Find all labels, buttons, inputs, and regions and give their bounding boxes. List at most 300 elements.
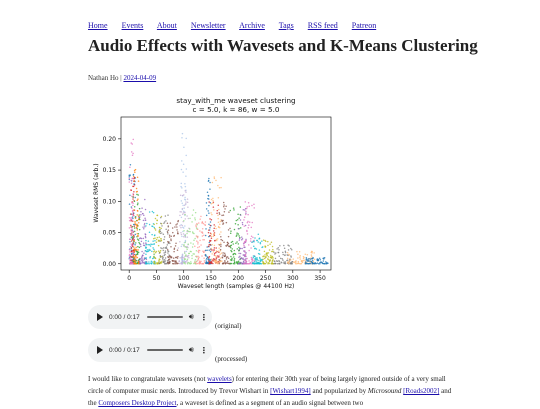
scatter-point — [228, 229, 230, 231]
scatter-point — [215, 256, 217, 258]
scatter-point — [150, 262, 152, 264]
scatter-point — [273, 251, 275, 253]
scatter-point — [188, 257, 190, 259]
scatter-point — [264, 254, 266, 256]
scatter-point — [222, 254, 224, 256]
scatter-point — [133, 225, 135, 227]
scatter-point — [244, 242, 246, 244]
scatter-point — [234, 258, 236, 260]
play-icon[interactable] — [97, 313, 103, 321]
scatter-point — [133, 180, 135, 182]
scatter-point — [218, 209, 220, 211]
scatter-point — [213, 209, 215, 211]
scatter-point — [190, 251, 192, 253]
scatter-point — [243, 261, 245, 263]
scatter-point — [184, 190, 186, 192]
scatter-point — [269, 243, 271, 245]
scatter-point — [249, 221, 251, 223]
scatter-point — [288, 254, 290, 256]
wishart-citation-link[interactable]: [Wishart1994] — [270, 387, 311, 395]
roads-citation-link[interactable]: [Roads2002] — [403, 387, 440, 395]
scatter-point — [300, 258, 302, 260]
scatter-point — [182, 205, 184, 207]
scatter-point — [139, 258, 141, 260]
scatter-point — [137, 177, 139, 179]
scatter-point — [184, 251, 186, 253]
scatter-point — [137, 229, 139, 231]
scatter-point — [208, 178, 210, 180]
scatter-point — [219, 213, 221, 215]
scatter-point — [264, 256, 266, 258]
scatter-point — [237, 214, 239, 216]
scatter-point — [283, 261, 285, 263]
scatter-point — [173, 263, 175, 265]
scatter-point — [164, 263, 166, 265]
scatter-point — [200, 216, 202, 218]
scatter-point — [244, 225, 246, 227]
scatter-point — [143, 215, 145, 217]
plot-frame — [121, 117, 331, 270]
scatter-point — [139, 247, 141, 249]
scatter-point — [179, 215, 181, 217]
scatter-point — [233, 256, 235, 258]
scatter-point — [243, 247, 245, 249]
scatter-point — [322, 258, 324, 260]
scatter-point — [299, 257, 301, 259]
scatter-point — [133, 209, 135, 211]
scatter-point — [199, 230, 201, 232]
nav-events-link[interactable]: Events — [121, 21, 144, 30]
scatter-point — [237, 248, 239, 250]
scatter-point — [150, 245, 152, 247]
scatter-point — [166, 248, 168, 250]
scatter-point — [182, 203, 184, 205]
scatter-point — [266, 252, 268, 254]
scatter-point — [187, 243, 189, 245]
scatter-point — [247, 214, 249, 216]
scatter-point — [168, 226, 170, 228]
scatter-point — [181, 236, 183, 238]
scatter-point — [236, 232, 238, 234]
scatter-point — [185, 155, 187, 157]
scatter-point — [207, 262, 209, 264]
scatter-point — [155, 218, 157, 220]
scatter-point — [137, 257, 139, 259]
scatter-point — [217, 215, 219, 217]
scatter-point — [251, 257, 253, 259]
scatter-point — [290, 248, 292, 250]
scatter-point — [132, 216, 134, 218]
scatter-point — [211, 258, 213, 260]
scatter-point — [146, 247, 148, 249]
scatter-point — [194, 238, 196, 240]
scatter-point — [131, 227, 133, 229]
scatter-point — [142, 258, 144, 260]
scatter-point — [177, 263, 179, 265]
scatter-point — [196, 250, 198, 252]
scatter-point — [224, 208, 226, 210]
scatter-point — [245, 214, 247, 216]
scatter-point — [165, 247, 167, 249]
scatter-point — [159, 240, 161, 242]
scatter-point — [165, 220, 167, 222]
scatter-point — [153, 238, 155, 240]
scatter-point — [203, 257, 205, 259]
scatter-point — [245, 255, 247, 257]
scatter-point — [152, 240, 154, 242]
scatter-point — [137, 220, 139, 222]
scatter-point — [214, 240, 216, 242]
scatter-point — [227, 261, 229, 263]
post-date-link[interactable]: 2024-04-09 — [123, 74, 157, 82]
scatter-point — [233, 260, 235, 262]
scatter-point — [129, 220, 131, 222]
scatter-point — [196, 240, 198, 242]
scatter-point — [133, 174, 135, 176]
scatter-point — [130, 142, 132, 144]
author-name: Nathan Ho — [88, 74, 119, 82]
scatter-point — [181, 234, 183, 236]
chart-title: stay_with_me waveset clustering — [176, 96, 296, 105]
scatter-point — [234, 261, 236, 263]
wavelets-link[interactable]: wavelets — [207, 375, 232, 383]
scatter-point — [223, 214, 225, 216]
nav-home-link[interactable]: Home — [88, 21, 108, 30]
scatter-point — [221, 215, 223, 217]
scatter-point — [208, 195, 210, 197]
scatter-point — [156, 241, 158, 243]
scatter-point — [183, 233, 185, 235]
scatter-point — [252, 237, 254, 239]
scatter-point — [267, 245, 269, 247]
volume-icon[interactable]: 🔊︎ — [188, 345, 194, 354]
scatter-point — [236, 241, 238, 243]
scatter-point — [163, 242, 165, 244]
scatter-point — [220, 257, 222, 259]
scatter-point — [197, 260, 199, 262]
scatter-point — [205, 235, 207, 237]
scatter-point — [192, 214, 194, 216]
scatter-point — [131, 196, 133, 198]
scatter-point — [228, 211, 230, 213]
scatter-point — [129, 249, 131, 251]
more-options-icon[interactable]: ⋮ — [199, 345, 208, 355]
scatter-point — [138, 242, 140, 244]
scatter-point — [131, 244, 133, 246]
scatter-point — [265, 240, 267, 242]
scatter-point — [161, 225, 163, 227]
scatter-point — [219, 224, 221, 226]
audio-player-original[interactable] — [88, 305, 212, 329]
scatter-point — [196, 223, 198, 225]
scatter-point — [160, 238, 162, 240]
scatter-point — [238, 249, 240, 251]
scatter-point — [268, 256, 270, 258]
scatter-point — [287, 261, 289, 263]
scatter-point — [288, 261, 290, 263]
scatter-point — [209, 182, 211, 184]
scatter-point — [215, 260, 217, 262]
scatter-point — [213, 233, 215, 235]
scatter-point — [181, 137, 183, 139]
scatter-point — [167, 262, 169, 264]
scatter-point — [213, 228, 215, 230]
scatter-point — [242, 224, 244, 226]
scatter-point — [299, 251, 301, 253]
scatter-point — [158, 258, 160, 260]
scatter-point — [298, 263, 300, 265]
scatter-point — [197, 228, 199, 230]
scatter-point — [235, 253, 237, 255]
scatter-point — [239, 238, 241, 240]
scatter-point — [137, 200, 139, 202]
scatter-point — [210, 221, 212, 223]
scatter-point — [243, 263, 245, 265]
scatter-point — [214, 247, 216, 249]
scatter-point — [156, 219, 158, 221]
scatter-point — [293, 258, 295, 260]
scatter-point — [162, 259, 164, 261]
scatter-point — [182, 171, 184, 173]
scatter-point — [248, 263, 250, 265]
scatter-point — [230, 259, 232, 261]
scatter-point — [288, 249, 290, 251]
scatter-point — [130, 262, 132, 264]
scatter-point — [133, 191, 135, 193]
scatter-point — [145, 237, 147, 239]
scatter-point — [287, 244, 289, 246]
scatter-point — [184, 183, 186, 185]
scatter-point — [230, 230, 232, 232]
scatter-point — [223, 206, 225, 208]
scatter-point — [263, 239, 265, 241]
scatter-point — [219, 253, 221, 255]
scatter-point — [238, 233, 240, 235]
scatter-point — [175, 262, 177, 264]
scatter-point — [274, 260, 276, 262]
scatter-point — [160, 233, 162, 235]
cdp-link[interactable]: Composers Desktop Project — [98, 399, 177, 407]
scatter-point — [269, 249, 271, 251]
scatter-point — [175, 260, 177, 262]
scatter-point — [197, 263, 199, 265]
scatter-point — [254, 237, 256, 239]
scatter-point — [187, 259, 189, 261]
scatter-point — [238, 263, 240, 265]
scatter-point — [132, 205, 134, 207]
scatter-point — [146, 251, 148, 253]
scatter-point — [246, 261, 248, 263]
scatter-point — [290, 262, 292, 264]
scatter-point — [247, 227, 249, 229]
scatter-point — [134, 222, 136, 224]
seek-bar[interactable] — [147, 316, 183, 318]
nav-newsletter-link[interactable]: Newsletter — [190, 21, 226, 30]
scatter-point — [210, 240, 212, 242]
scatter-point — [183, 227, 185, 229]
scatter-point — [250, 247, 252, 249]
seek-bar[interactable] — [147, 349, 183, 351]
scatter-point — [244, 209, 246, 211]
scatter-point — [208, 205, 210, 207]
scatter-point — [131, 247, 133, 249]
scatter-point — [164, 236, 166, 238]
scatter-point — [186, 215, 188, 217]
scatter-point — [141, 241, 143, 243]
scatter-point — [265, 256, 267, 258]
scatter-point — [208, 224, 210, 226]
scatter-point — [312, 257, 314, 259]
scatter-point — [281, 262, 283, 264]
scatter-point — [212, 263, 214, 265]
scatter-point — [157, 263, 159, 265]
scatter-point — [161, 261, 163, 263]
scatter-points — [128, 133, 328, 265]
scatter-point — [136, 191, 138, 193]
scatter-point — [186, 233, 188, 235]
scatter-point — [220, 239, 222, 241]
scatter-point — [277, 252, 279, 254]
scatter-point — [243, 209, 245, 211]
scatter-point — [180, 195, 182, 197]
scatter-point — [265, 246, 267, 248]
scatter-point — [167, 233, 169, 235]
scatter-point — [234, 229, 236, 231]
scatter-point — [185, 242, 187, 244]
microsound-title: Microsound — [367, 387, 402, 395]
x-axis-ticks — [127, 270, 326, 282]
scatter-point — [208, 212, 210, 214]
scatter-point — [291, 249, 293, 251]
scatter-point — [222, 240, 224, 242]
scatter-point — [191, 258, 193, 260]
nav-patreon-link[interactable]: Patreon — [351, 21, 377, 30]
nav-archive-link[interactable]: Archive — [239, 21, 265, 30]
scatter-point — [229, 228, 231, 230]
play-icon[interactable] — [97, 346, 103, 354]
nav-about-link[interactable]: About — [156, 21, 177, 30]
scatter-point — [153, 253, 155, 255]
scatter-point — [274, 253, 276, 255]
scatter-point — [218, 222, 220, 224]
body-text-1: I would like to congratulate wavesets (not — [88, 375, 208, 383]
scatter-point — [134, 240, 136, 242]
scatter-point — [215, 255, 217, 257]
scatter-point — [144, 259, 146, 261]
scatter-point — [242, 222, 244, 224]
scatter-point — [259, 249, 261, 251]
scatter-point — [184, 214, 186, 216]
scatter-point — [192, 232, 194, 234]
scatter-point — [240, 248, 242, 250]
scatter-point — [208, 180, 210, 182]
y-tick-label: 0.05 — [102, 229, 116, 237]
scatter-point — [211, 261, 213, 263]
scatter-point — [251, 261, 253, 263]
scatter-point — [256, 257, 258, 259]
scatter-point — [268, 263, 270, 265]
volume-icon[interactable]: 🔊︎ — [188, 312, 194, 321]
scatter-point — [212, 182, 214, 184]
scatter-point — [134, 244, 136, 246]
scatter-point — [145, 242, 147, 244]
scatter-point — [227, 256, 229, 258]
scatter-point — [290, 256, 292, 258]
scatter-point — [136, 214, 138, 216]
scatter-point — [317, 258, 319, 260]
scatter-point — [211, 238, 213, 240]
scatter-point — [184, 212, 186, 214]
scatter-point — [140, 211, 142, 213]
scatter-point — [283, 263, 285, 265]
body-text-5: , a waveset is defined as a segment of an audio signal between two — [176, 399, 364, 407]
scatter-point — [237, 219, 239, 221]
scatter-point — [230, 210, 232, 212]
x-tick-label: 150 — [205, 275, 217, 282]
scatter-point — [208, 257, 210, 259]
scatter-point — [153, 249, 155, 251]
scatter-point — [251, 227, 253, 229]
scatter-point — [216, 239, 218, 241]
scatter-point — [137, 210, 139, 212]
audio-player-processed[interactable] — [88, 338, 212, 362]
scatter-point — [154, 240, 156, 242]
scatter-point — [306, 259, 308, 261]
scatter-point — [188, 253, 190, 255]
scatter-point — [130, 218, 132, 220]
x-tick-label: 50 — [152, 275, 161, 282]
scatter-point — [142, 261, 144, 263]
scatter-point — [168, 259, 170, 261]
scatter-point — [170, 235, 172, 237]
scatter-point — [259, 253, 261, 255]
y-tick-label: 0.00 — [102, 260, 116, 268]
more-options-icon[interactable]: ⋮ — [199, 312, 208, 322]
scatter-point — [262, 258, 264, 260]
scatter-point — [235, 223, 237, 225]
scatter-point — [255, 260, 257, 262]
scatter-point — [241, 236, 243, 238]
scatter-point — [258, 234, 260, 236]
scatter-point — [184, 197, 186, 199]
scatter-point — [138, 219, 140, 221]
nav-tags-link[interactable]: Tags — [278, 21, 294, 30]
scatter-point — [144, 233, 146, 235]
scatter-point — [218, 250, 220, 252]
scatter-point — [311, 251, 313, 253]
scatter-point — [164, 255, 166, 257]
scatter-point — [311, 254, 313, 256]
scatter-point — [204, 239, 206, 241]
scatter-point — [129, 251, 131, 253]
scatter-point — [213, 236, 215, 238]
scatter-point — [132, 220, 134, 222]
scatter-point — [237, 224, 239, 226]
scatter-point — [133, 176, 135, 178]
scatter-point — [185, 175, 187, 177]
scatter-point — [159, 252, 161, 254]
nav-rss-link[interactable]: RSS feed — [307, 21, 338, 30]
scatter-point — [212, 249, 214, 251]
scatter-point — [232, 241, 234, 243]
scatter-point — [135, 257, 137, 259]
scatter-point — [132, 198, 134, 200]
scatter-point — [160, 262, 162, 264]
top-nav — [88, 21, 388, 30]
scatter-point — [155, 229, 157, 231]
scatter-point — [167, 260, 169, 262]
scatter-point — [177, 233, 179, 235]
